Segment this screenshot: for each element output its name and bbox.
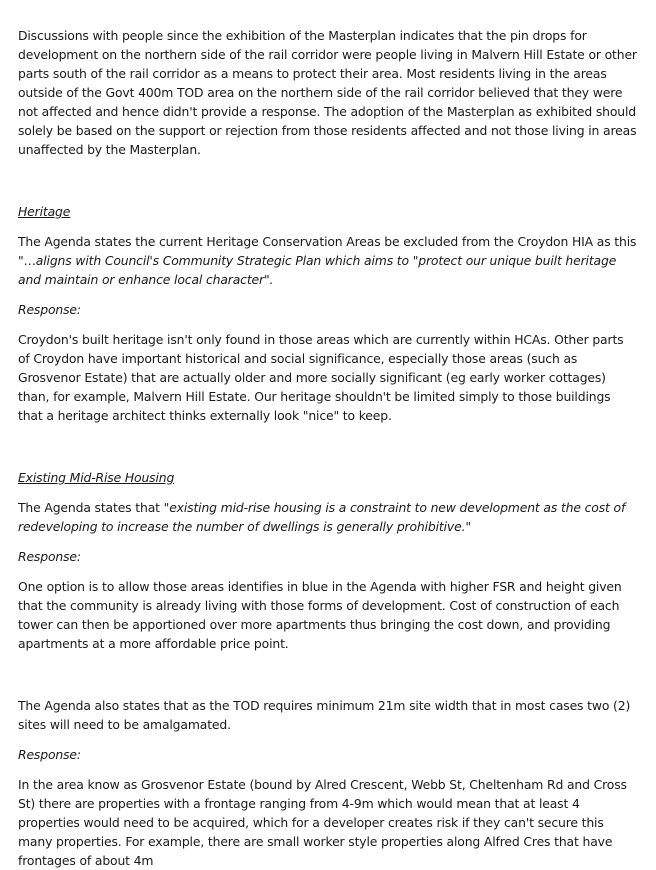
site-width-response-label: Response: xyxy=(18,747,81,762)
site-width-agenda-paragraph: The Agenda also states that as the TOD requires minimum 21m site width that in most cases two (2) sites will need to be amalgamated. xyxy=(18,698,631,732)
midrise-response-label: Response: xyxy=(18,549,81,564)
midrise-response-paragraph: One option is to allow those areas identifies in blue in the Agenda with higher FSR and height given that the community is already living with those forms of development. Cost of construction of each tower can then be apportioned over more apartments thus bringing the cost down, and providing apartments at a more affordable price point. xyxy=(18,579,622,651)
heritage-agenda-paragraph xyxy=(18,232,638,289)
intro-paragraph: Discussions with people since the exhibition of the Masterplan indicates that the pin drops for development on the northern side of the rail corridor were people living in Malvern Hill Estate or other parts south of the rail corridor as a means to protect their area. Most residents living in the areas outside of the Govt 400m TOD area on the northern side of the rail corridor believed that they were not affected and hence didn't provide a response. The adoption of the Masterplan as exhibited should solely be based on the support or rejection from those residents affected and not those living in areas unaffected by the Masterplan. xyxy=(18,28,637,157)
site-width-response-paragraph: In the area know as Grosvenor Estate (bound by Alred Crescent, Webb St, Cheltenham Rd and Cross St) there are properties with a frontage ranging from 4-9m which would mean that at least 4 properties would need to be acquired, which for a developer creates risk if they can't secure this many properties. For example, there are small worker style properties along Alfred Cres that have frontages of about 4m xyxy=(18,777,627,868)
heritage-agenda-quote: aligns with Council's Community Strategic Plan which aims to "protect our unique built heritage and maintain or enhance local character". xyxy=(18,253,617,287)
midrise-heading: Existing Mid-Rise Housing xyxy=(18,470,175,485)
heritage-agenda-prefix: The Agenda states the current Heritage Conservation Areas be excluded from the Croydon HIA as this "… xyxy=(18,234,637,268)
heritage-response-label: Response: xyxy=(18,302,81,317)
midrise-agenda-prefix: The Agenda states that " xyxy=(18,500,170,515)
midrise-agenda-quote: existing mid-rise housing is a constraint to new development as the cost of redeveloping to increase the number of dwellings is generally prohibitive." xyxy=(18,500,626,534)
midrise-agenda-paragraph xyxy=(18,498,638,536)
heritage-response-paragraph: Croydon's built heritage isn't only found in those areas which are currently within HCAs. Other parts of Croydon have important historical and social significance, especially those areas (such as Grosvenor Estate) that are actually older and more socially significant (eg early worker cottages) than, for example, Malvern Hill Estate. Our heritage shouldn't be limited simply to those buildings that a heritage architect thinks externally look "nice" to keep. xyxy=(18,332,624,423)
heritage-heading: Heritage xyxy=(18,204,71,219)
